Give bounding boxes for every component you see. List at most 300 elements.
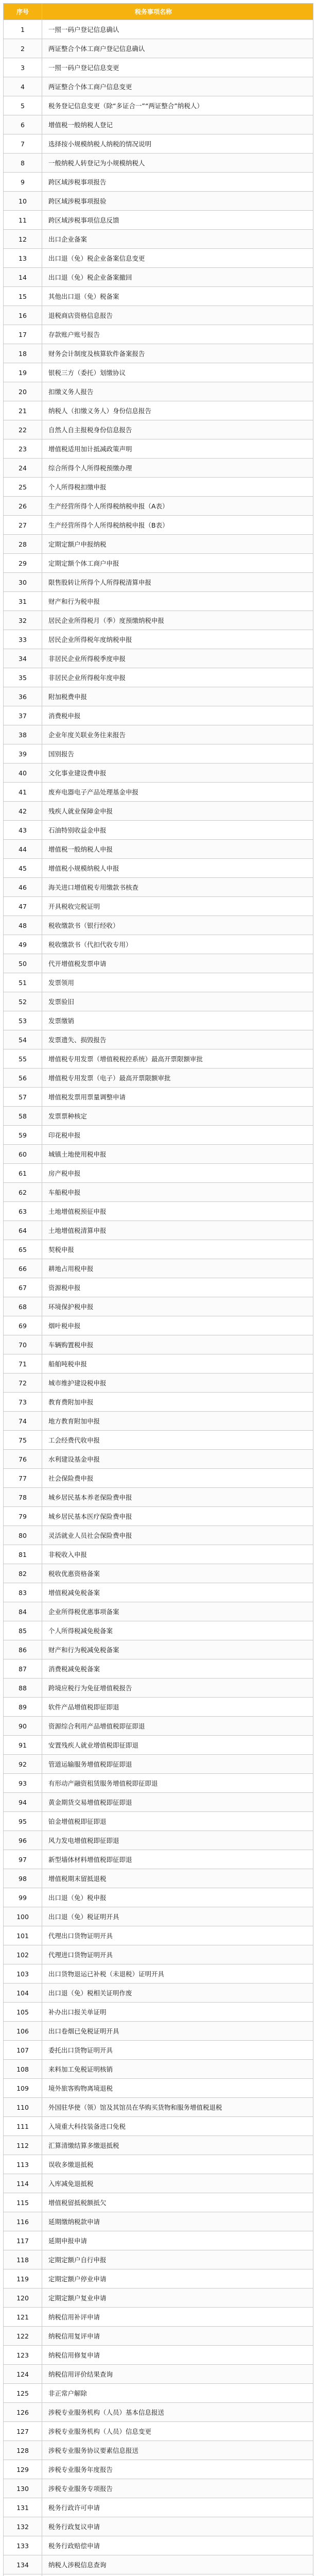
row-number: 12: [4, 230, 42, 249]
table-row: [4, 1774, 313, 1793]
table-row: [4, 687, 313, 706]
table-row: [4, 2441, 313, 2460]
row-matter-name: 纳税人（扣缴义务人）身份信息报告: [42, 401, 313, 420]
table-row: [4, 897, 313, 916]
row-number: 18: [4, 344, 42, 363]
row-matter-name: 出口货物退运已补税（未退税）证明开具: [42, 1964, 313, 1984]
row-matter-name: 新型墙体材料增值税即征即退: [42, 1850, 313, 1869]
row-number: 19: [4, 363, 42, 382]
row-matter-name: 跨区域涉税事项信息反馈: [42, 211, 313, 230]
row-number: 89: [4, 1698, 42, 1717]
row-number: 84: [4, 1602, 42, 1621]
table-row: [4, 2117, 313, 2136]
row-matter-name: 外国驻华使（领）馆及其馆员在华购买货物和服务增值税退税: [42, 2098, 313, 2117]
row-number: 102: [4, 1945, 42, 1964]
row-matter-name: 居民企业所得税月（季）度预缴纳税申报: [42, 611, 313, 630]
row-matter-name: 出口退（免）税相关证明作废: [42, 1984, 313, 2003]
table-row: [4, 1469, 313, 1488]
row-number: 87: [4, 1659, 42, 1679]
table-row: [4, 420, 313, 439]
row-matter-name: 延期缴纳税款申请: [42, 2212, 313, 2231]
row-number: 96: [4, 1831, 42, 1850]
row-number: 103: [4, 1964, 42, 1984]
row-matter-name: 发票缴销: [42, 1011, 313, 1030]
row-number: 4: [4, 77, 42, 96]
row-matter-name: 存款账户账号报告: [42, 325, 313, 344]
table-row: [4, 2212, 313, 2231]
row-number: 46: [4, 878, 42, 897]
row-matter-name: 延期申报申请: [42, 2231, 313, 2250]
table-row: [4, 39, 313, 58]
row-number: 43: [4, 821, 42, 840]
row-number: 118: [4, 2250, 42, 2269]
row-matter-name: 财产和行为税减免税备案: [42, 1640, 313, 1659]
row-matter-name: 教育费附加申报: [42, 1393, 313, 1412]
table-row: [4, 1602, 313, 1621]
table-row: [4, 306, 313, 325]
table-row: [4, 821, 313, 840]
row-matter-name: 石油特别收益金申报: [42, 821, 313, 840]
header-row: [4, 4, 313, 20]
table-row: [4, 1259, 313, 1278]
row-matter-name: 海关进口增值税专用缴款书核查: [42, 878, 313, 897]
row-number: 108: [4, 2060, 42, 2079]
row-number: 76: [4, 1450, 42, 1469]
row-number: 113: [4, 2155, 42, 2174]
row-matter-name: 汇算清缴结算多缴退抵税: [42, 2136, 313, 2155]
row-number: 20: [4, 382, 42, 401]
row-number: 119: [4, 2269, 42, 2289]
table-row: [4, 1545, 313, 1564]
table-row: [4, 211, 313, 230]
row-matter-name: 烟叶税申报: [42, 1316, 313, 1335]
table-row: [4, 230, 313, 249]
table-row: [4, 2422, 313, 2441]
row-matter-name: 非税收入申报: [42, 1545, 313, 1564]
row-number: 57: [4, 1088, 42, 1107]
row-matter-name: 废弃电器电子产品处理基金申报: [42, 783, 313, 802]
table-row: [4, 2003, 313, 2022]
row-matter-name: 企业年度关联业务往来报告: [42, 725, 313, 744]
row-number: 27: [4, 516, 42, 535]
row-matter-name: 增值税专用发票（电子）最高开票限额审批: [42, 1069, 313, 1088]
row-matter-name: 税务行政许可申请: [42, 2498, 313, 2517]
table-row: [4, 1640, 313, 1659]
table-row: [4, 1202, 313, 1221]
row-number: 41: [4, 783, 42, 802]
table-row: [4, 1049, 313, 1069]
table-row: [4, 1011, 313, 1030]
row-matter-name: 涉税专业服务机构（人员）基本信息报送: [42, 2403, 313, 2422]
row-matter-name: 误收多缴退抵税: [42, 2155, 313, 2174]
table-row: [4, 973, 313, 992]
table-row: [4, 2365, 313, 2384]
row-matter-name: 纳税信用修复申请: [42, 2346, 313, 2365]
row-matter-name: 其他出口退（免）税备案: [42, 287, 313, 306]
table-row: [4, 706, 313, 725]
table-row: [4, 1793, 313, 1812]
row-number: 131: [4, 2498, 42, 2517]
row-number: 109: [4, 2079, 42, 2098]
row-matter-name: 委托出口货物证明开具: [42, 2041, 313, 2060]
table-row: [4, 497, 313, 516]
row-number: 39: [4, 744, 42, 764]
row-matter-name: 综合所得个人所得税预缴办理: [42, 459, 313, 478]
row-matter-name: 风力发电增值税即征即退: [42, 1831, 313, 1850]
table-row: [4, 1069, 313, 1088]
table-row: [4, 2536, 313, 2555]
table-row: [4, 2555, 313, 2574]
row-matter-name: 两证整合个体工商户登记信息确认: [42, 39, 313, 58]
table-row: [4, 1945, 313, 1964]
row-number: 65: [4, 1240, 42, 1259]
header-no: 序号: [4, 4, 42, 20]
row-number: 44: [4, 840, 42, 859]
table-row: [4, 2384, 313, 2403]
row-matter-name: 发票领用: [42, 973, 313, 992]
table-row: [4, 859, 313, 878]
row-matter-name: 发票遗失、损毁报告: [42, 1030, 313, 1049]
row-matter-name: 耕地占用税申报: [42, 1259, 313, 1278]
row-matter-name: 软件产品增值税即征即退: [42, 1698, 313, 1717]
row-matter-name: 出口卷烟已免税证明开具: [42, 2022, 313, 2041]
row-number: 35: [4, 668, 42, 687]
row-number: 120: [4, 2289, 42, 2308]
row-matter-name: 车船税申报: [42, 1183, 313, 1202]
table-row: [4, 2289, 313, 2308]
table-row: [4, 1335, 313, 1354]
row-number: 40: [4, 764, 42, 783]
row-number: 90: [4, 1717, 42, 1736]
table-row: [4, 2098, 313, 2117]
row-matter-name: 财务会计制度及核算软件备案报告: [42, 344, 313, 363]
row-number: 53: [4, 1011, 42, 1030]
row-number: 72: [4, 1374, 42, 1393]
table-row: [4, 1831, 313, 1850]
row-number: 107: [4, 2041, 42, 2060]
table-row: [4, 1431, 313, 1450]
table-row: [4, 1183, 313, 1202]
row-matter-name: 一照一码户登记信息确认: [42, 20, 313, 39]
table-row: [4, 115, 313, 134]
row-matter-name: 税收优惠资格备案: [42, 1564, 313, 1583]
table-row: [4, 2174, 313, 2193]
row-matter-name: 非正常户解除: [42, 2384, 313, 2403]
row-matter-name: 安置残疾人就业增值税即征即退: [42, 1736, 313, 1755]
row-number: 1: [4, 20, 42, 39]
row-matter-name: 纳税信用补评申请: [42, 2308, 313, 2327]
table-row: [4, 1717, 313, 1736]
row-matter-name: 定期定额个体工商户申报: [42, 554, 313, 573]
row-number: 80: [4, 1526, 42, 1545]
row-matter-name: 定期定额户停业申请: [42, 2269, 313, 2289]
row-number: 51: [4, 973, 42, 992]
row-matter-name: 城镇土地使用税申报: [42, 1145, 313, 1164]
table-row: [4, 935, 313, 954]
table-row: [4, 134, 313, 154]
row-matter-name: 涉税专业服务机构（人员）信息变更: [42, 2422, 313, 2441]
row-matter-name: 个人所得税扣缴申报: [42, 478, 313, 497]
table-row: [4, 1621, 313, 1640]
table-row: [4, 2193, 313, 2212]
row-number: 5: [4, 96, 42, 115]
table-row: [4, 58, 313, 77]
row-number: 121: [4, 2308, 42, 2327]
row-number: 15: [4, 287, 42, 306]
row-number: 132: [4, 2517, 42, 2536]
row-matter-name: 增值税小规模纳税人申报: [42, 859, 313, 878]
row-number: 66: [4, 1259, 42, 1278]
table-row: [4, 1374, 313, 1393]
row-matter-name: 定期定额户自行申报: [42, 2250, 313, 2269]
table-row: [4, 96, 313, 115]
row-matter-name: 企业所得税优惠事项备案: [42, 1602, 313, 1621]
row-number: 67: [4, 1278, 42, 1297]
table-row: [4, 611, 313, 630]
table-row: [4, 439, 313, 459]
row-matter-name: 税务行政复议申请: [42, 2517, 313, 2536]
table-row: [4, 2250, 313, 2269]
table-row: [4, 764, 313, 783]
table-row: [4, 1088, 313, 1107]
row-number: 74: [4, 1412, 42, 1431]
row-number: 79: [4, 1507, 42, 1526]
row-matter-name: 船舶吨税申报: [42, 1354, 313, 1374]
row-matter-name: 铂金增值税即征即退: [42, 1812, 313, 1831]
row-number: 3: [4, 58, 42, 77]
row-matter-name: 涉税专业服务协议要素信息报送: [42, 2441, 313, 2460]
table-row: [4, 249, 313, 268]
row-number: 62: [4, 1183, 42, 1202]
row-number: 123: [4, 2346, 42, 2365]
row-number: 13: [4, 249, 42, 268]
table-row: [4, 1984, 313, 2003]
row-matter-name: 发票验旧: [42, 992, 313, 1011]
row-number: 116: [4, 2212, 42, 2231]
table-row: [4, 1755, 313, 1774]
row-number: 69: [4, 1316, 42, 1335]
row-number: 122: [4, 2327, 42, 2346]
table-row: [4, 1354, 313, 1374]
row-matter-name: 增值税专用发票（增值税税控系统）最高开票限额审批: [42, 1049, 313, 1069]
row-number: 101: [4, 1926, 42, 1945]
row-number: 29: [4, 554, 42, 573]
row-number: 125: [4, 2384, 42, 2403]
row-number: 124: [4, 2365, 42, 2384]
row-matter-name: 出口退（免）税证明开具: [42, 1907, 313, 1926]
table-row: [4, 2308, 313, 2327]
row-matter-name: 扣缴义务人报告: [42, 382, 313, 401]
row-number: 11: [4, 211, 42, 230]
table-row: [4, 2155, 313, 2174]
row-number: 100: [4, 1907, 42, 1926]
row-matter-name: 残疾人就业保障金申报: [42, 802, 313, 821]
row-number: [4, 2574, 42, 2576]
row-number: 115: [4, 2193, 42, 2212]
row-matter-name: 定期定额户申报纳税: [42, 535, 313, 554]
row-number: 26: [4, 497, 42, 516]
row-matter-name: 代开增值税发票申请: [42, 954, 313, 973]
row-number: 28: [4, 535, 42, 554]
row-number: 47: [4, 897, 42, 916]
row-number: 127: [4, 2422, 42, 2441]
table-row: [4, 1907, 313, 1926]
row-number: 64: [4, 1221, 42, 1240]
row-number: 81: [4, 1545, 42, 1564]
table-header: [4, 4, 313, 20]
row-matter-name: 水利建设基金申报: [42, 1450, 313, 1469]
row-matter-name: 出口退（免）税企业备案撤回: [42, 268, 313, 287]
table-row: [4, 1850, 313, 1869]
row-number: 24: [4, 459, 42, 478]
row-matter-name: 银税三方（委托）划缴协议: [42, 363, 313, 382]
row-matter-name: 文化事业建设费申报: [42, 764, 313, 783]
row-matter-name: 城乡居民基本养老保险费申报: [42, 1488, 313, 1507]
table-row: [4, 725, 313, 744]
row-matter-name: 资源综合利用产品增值税即征即退: [42, 1717, 313, 1736]
table-row: [4, 992, 313, 1011]
row-matter-name: 增值税发票用票量调整申请: [42, 1088, 313, 1107]
row-number: 82: [4, 1564, 42, 1583]
row-matter-name: 生产经营所得个人所得税纳税申报（B表）: [42, 516, 313, 535]
row-number: 58: [4, 1107, 42, 1126]
table-row: [4, 173, 313, 192]
tax-matters-table: [3, 3, 313, 2576]
row-number: 55: [4, 1049, 42, 1069]
row-matter-name: 增值税减免税备案: [42, 1583, 313, 1602]
table-row: [4, 1679, 313, 1698]
row-number: 112: [4, 2136, 42, 2155]
table-row: [4, 1488, 313, 1507]
row-matter-name: 车辆购置税申报: [42, 1335, 313, 1354]
row-matter-name: 增值税一般纳税人申报: [42, 840, 313, 859]
row-matter-name: 跨区域涉税事项报告: [42, 173, 313, 192]
row-number: 111: [4, 2117, 42, 2136]
table-row: [4, 668, 313, 687]
row-number: 130: [4, 2479, 42, 2498]
row-matter-name: 增值税期末留抵退税: [42, 1869, 313, 1888]
table-row: [4, 535, 313, 554]
table-row: [4, 2060, 313, 2079]
row-matter-name: 一照一码户登记信息变更: [42, 58, 313, 77]
table-row: [4, 192, 313, 211]
row-matter-name: 退税商店资格信息报告: [42, 306, 313, 325]
row-number: 23: [4, 439, 42, 459]
row-matter-name: 出口退（免）税申报: [42, 1888, 313, 1907]
row-number: 21: [4, 401, 42, 420]
table-row: [4, 1412, 313, 1431]
table-row: [4, 1526, 313, 1545]
row-number: 114: [4, 2174, 42, 2193]
table-row: [4, 363, 313, 382]
row-number: 133: [4, 2536, 42, 2555]
row-matter-name: 生产经营所得个人所得税纳税申报（A表）: [42, 497, 313, 516]
row-matter-name: 税务登记信息变更（除“多证合一”“两证整合”纳税人）: [42, 96, 313, 115]
row-matter-name: 入库减免退抵税: [42, 2174, 313, 2193]
row-number: 25: [4, 478, 42, 497]
row-number: 36: [4, 687, 42, 706]
row-number: 73: [4, 1393, 42, 1412]
row-number: 54: [4, 1030, 42, 1049]
row-matter-name: 涉税专业服务年度报告: [42, 2460, 313, 2479]
table-row: [4, 2079, 313, 2098]
row-number: 93: [4, 1774, 42, 1793]
table-row: [4, 1164, 313, 1183]
row-matter-name: 增值税适用加计抵减政策声明: [42, 439, 313, 459]
row-number: 86: [4, 1640, 42, 1659]
table-row: [4, 1221, 313, 1240]
table-row: [4, 2498, 313, 2517]
row-matter-name: 出口退（免）税企业备案信息变更: [42, 249, 313, 268]
row-matter-name: 增值税一般纳税人登记: [42, 115, 313, 134]
row-matter-name: 社会保险费申报: [42, 1469, 313, 1488]
table-row: [4, 2460, 313, 2479]
row-number: 10: [4, 192, 42, 211]
table-body: [4, 20, 313, 2576]
row-matter-name: 纳税信用评价结果查询: [42, 2365, 313, 2384]
table-row: [4, 1126, 313, 1145]
row-matter-name: 地方教育附加申报: [42, 1412, 313, 1431]
row-matter-name: 黄金期货交易增值税即征即退: [42, 1793, 313, 1812]
row-matter-name: 城乡居民基本医疗保险费申报: [42, 1507, 313, 1526]
row-matter-name: 土地增值税预征申报: [42, 1202, 313, 1221]
table-row: [4, 1450, 313, 1469]
table-row: [4, 516, 313, 535]
table-row: [4, 744, 313, 764]
row-number: 134: [4, 2555, 42, 2574]
table-row: [4, 2479, 313, 2498]
row-number: 129: [4, 2460, 42, 2479]
table-row: [4, 783, 313, 802]
row-number: 45: [4, 859, 42, 878]
table-row: [4, 1736, 313, 1755]
table-row: [4, 1145, 313, 1164]
row-number: 70: [4, 1335, 42, 1354]
row-number: 99: [4, 1888, 42, 1907]
table-row: [4, 916, 313, 935]
row-number: 9: [4, 173, 42, 192]
table-row: [4, 1107, 313, 1126]
table-row: [4, 1926, 313, 1945]
table-row: [4, 2403, 313, 2422]
row-matter-name: 税务行政赔偿申请: [42, 2536, 313, 2555]
table-row: [4, 2231, 313, 2250]
row-number: 63: [4, 1202, 42, 1221]
row-number: 78: [4, 1488, 42, 1507]
table-row: [4, 268, 313, 287]
table-row: [4, 1507, 313, 1526]
row-matter-name: 非居民企业所得税年度申报: [42, 668, 313, 687]
row-number: 68: [4, 1297, 42, 1316]
row-matter-name: 自然人自主报税身份信息报告: [42, 420, 313, 439]
table-row: [4, 1812, 313, 1831]
table-row: [4, 1240, 313, 1259]
row-matter-name: 契税申报: [42, 1240, 313, 1259]
table-row: [4, 1659, 313, 1679]
table-row: [4, 382, 313, 401]
row-number: 110: [4, 2098, 42, 2117]
row-matter-name: 个人所得税减免税备案: [42, 1621, 313, 1640]
row-matter-name: 涉税专业服务专项报告: [42, 2479, 313, 2498]
table-row: [4, 1393, 313, 1412]
table-row: [4, 154, 313, 173]
table-row: [4, 802, 313, 821]
row-matter-name: 房产税申报: [42, 1164, 313, 1183]
row-number: 50: [4, 954, 42, 973]
table-row: [4, 1964, 313, 1984]
row-matter-name: 一般纳税人转登记为小规模纳税人: [42, 154, 313, 173]
row-number: 33: [4, 630, 42, 649]
